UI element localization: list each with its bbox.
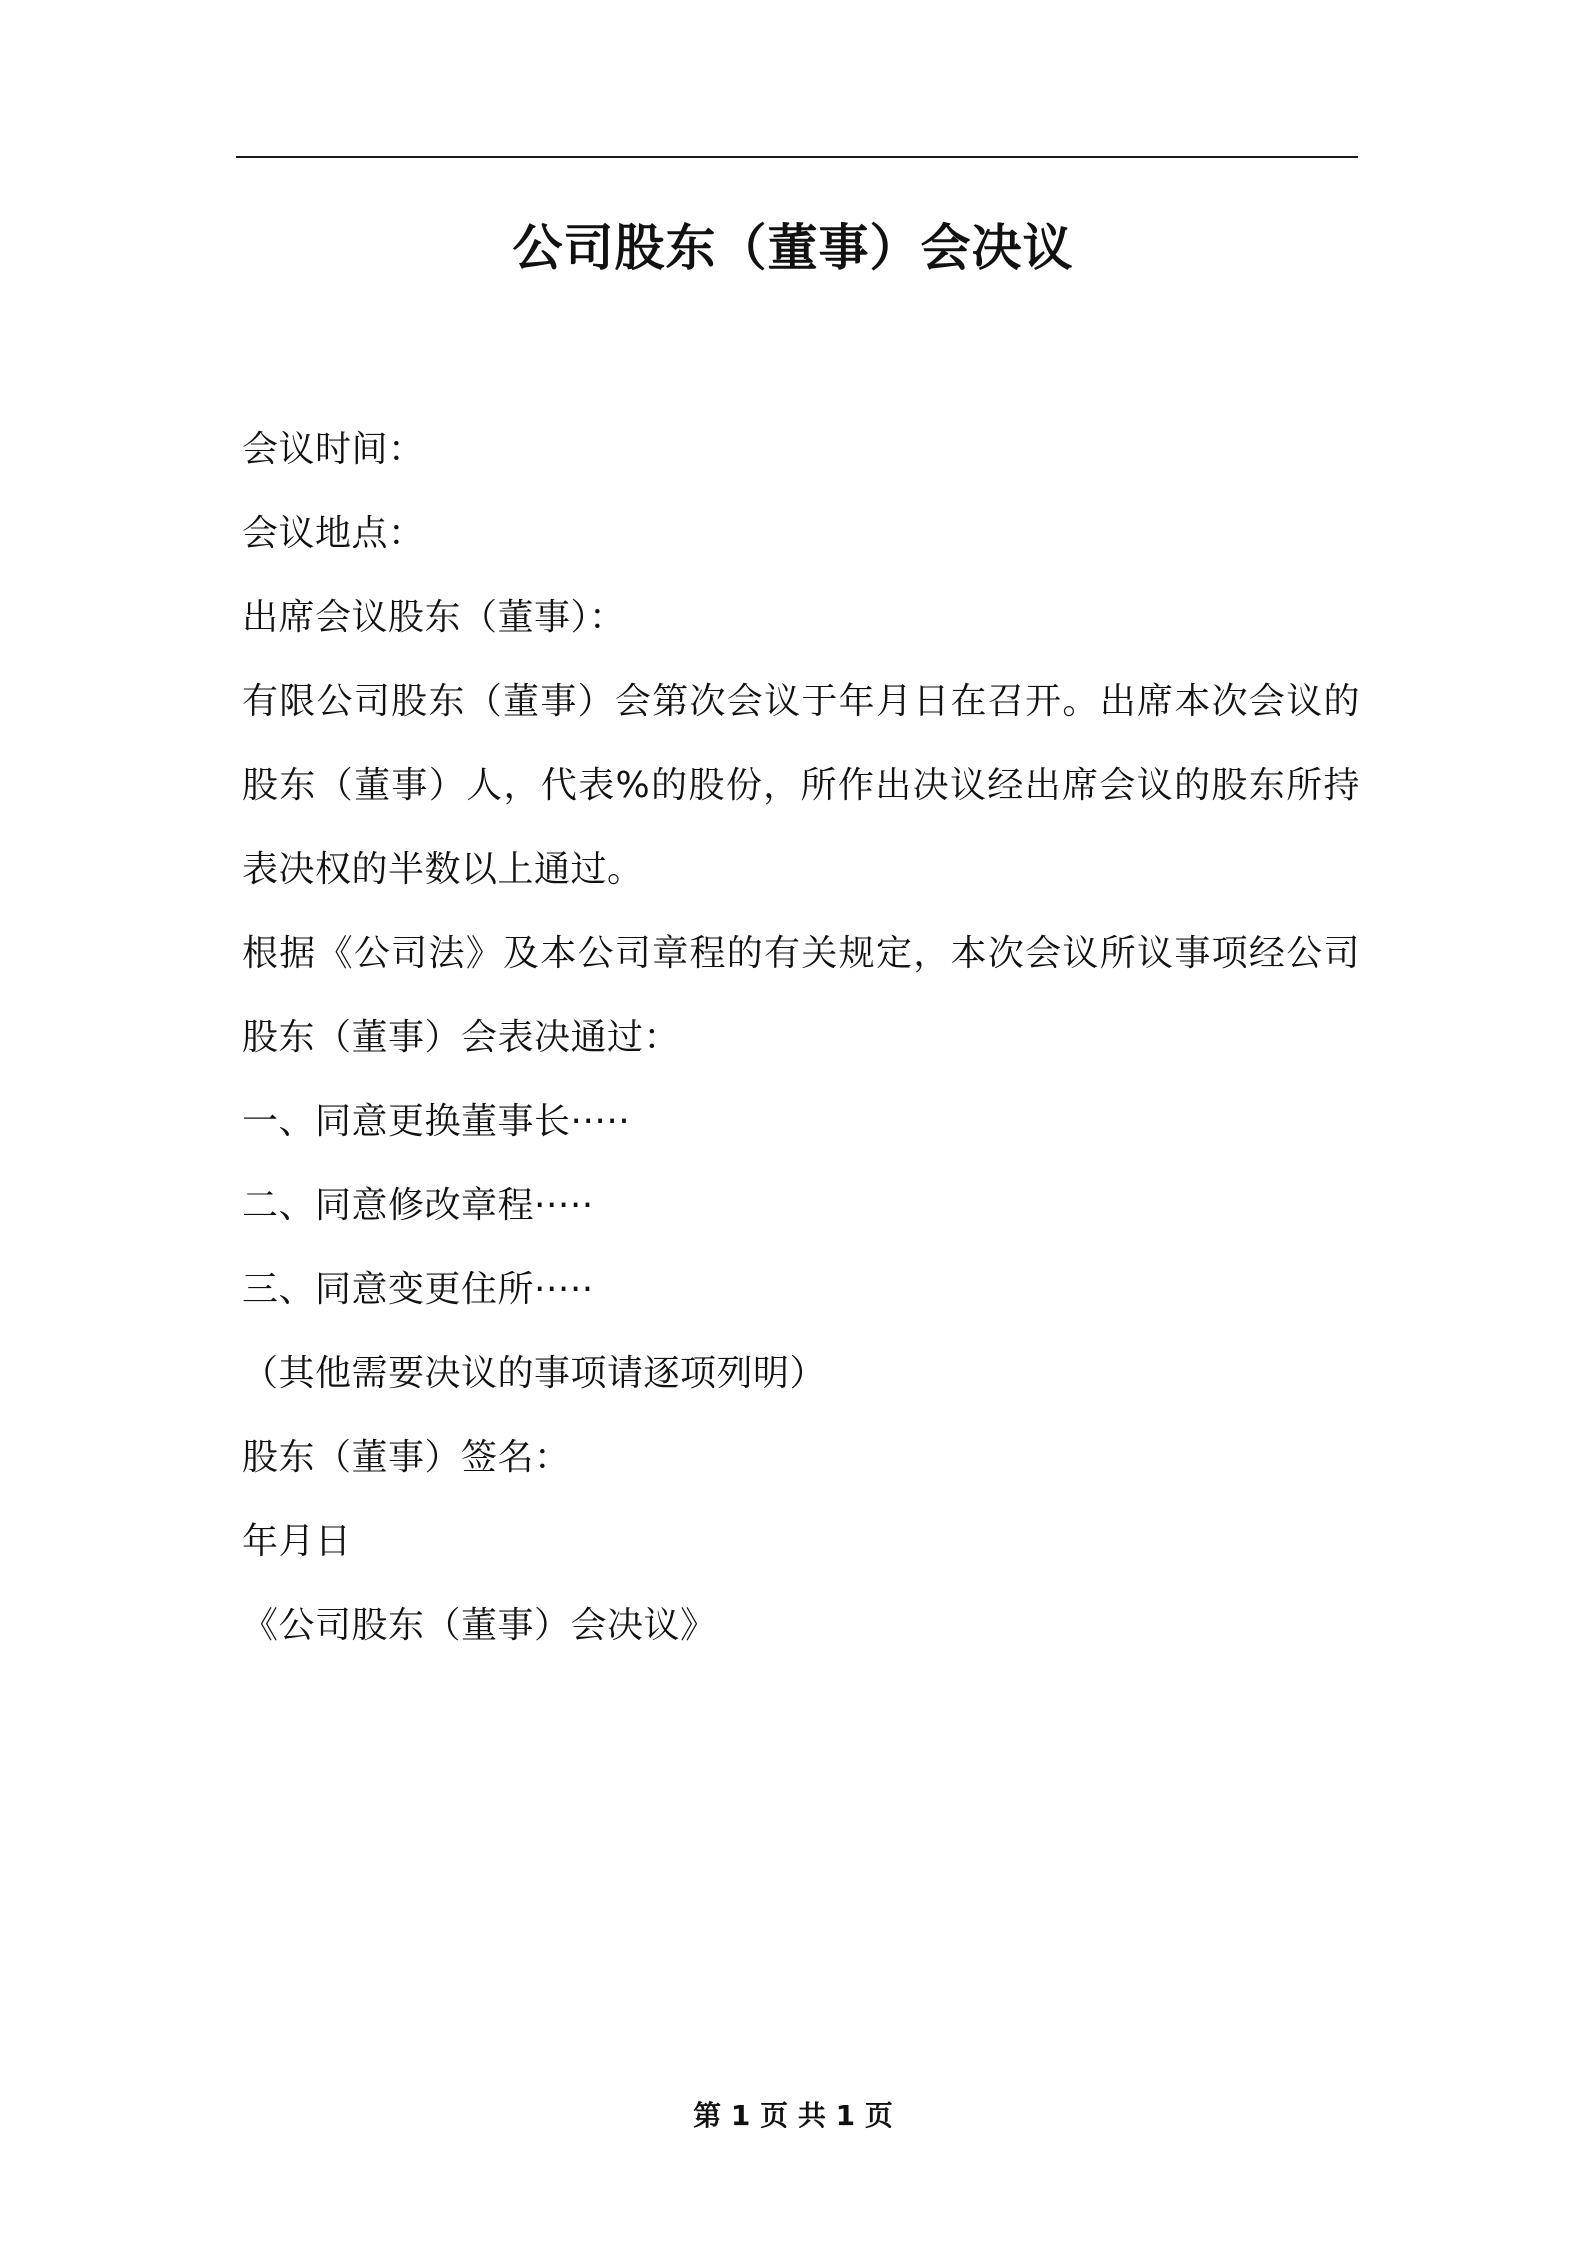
signature-label: 股东（董事）签名： <box>242 1437 571 1478</box>
meeting-location-label: 会议地点： <box>242 513 425 554</box>
resolution-item-2: 二、同意修改章程····· <box>242 1185 594 1226</box>
meeting-time-label: 会议时间： <box>242 429 425 470</box>
resolution-item-1: 一、同意更换董事长····· <box>242 1101 631 1142</box>
document-body <box>242 408 1360 1668</box>
resolution-basis-paragraph: 根据《公司法》及本公司章程的有关规定，本次会议所议事项经公司股东（董事）会表决通过： <box>242 933 1360 1058</box>
document-title: 公司股东（董事）会决议 <box>512 219 1074 277</box>
date-label: 年月日 <box>242 1521 352 1562</box>
other-items-note: （其他需要决议的事项请逐项列明） <box>242 1353 827 1394</box>
page-number-footer: 第 1 页 共 1 页 <box>693 2099 893 2132</box>
header-rule <box>236 156 1358 158</box>
resolution-item-3: 三、同意变更住所····· <box>242 1269 594 1310</box>
attending-shareholders-label: 出席会议股东（董事）： <box>242 597 626 638</box>
meeting-statement-paragraph: 有限公司股东（董事）会第次会议于年月日在召开。出席本次会议的股东（董事）人，代表%的股份，所作出决议经出席会议的股东所持表决权的半数以上通过。 <box>242 681 1360 890</box>
document-closing-title: 《公司股东（董事）会决议》 <box>242 1605 717 1646</box>
